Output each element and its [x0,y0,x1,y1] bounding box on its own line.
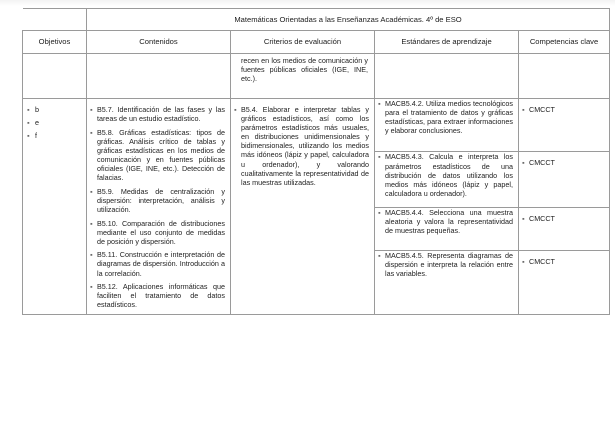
list-item [375,152,518,197]
list-item [375,251,518,278]
bullet-icon: ▪ [234,105,237,114]
list-item [375,99,518,135]
estandar-text: MACB5.4.3. Calcula e interpreta los parámetros estadísticos de una distribución de datos utilizando los medios más idóneos (lápiz y papel, calculadora u ordenador). [385,152,513,198]
objetivo-label: e [35,118,39,127]
list-item [87,250,230,277]
competencia-cell [519,250,610,314]
continuation-criterio-text: recen en los medios de comunicación y fuentes públicas oficiales (IGE, INE, etc.). [241,56,368,84]
list-item [23,131,86,144]
contenido-text: B5.9. Medidas de centralización y dispersión: interpretación, análisis y utilización. [97,186,225,214]
competencia-label: CMCCT [529,213,555,223]
continuation-criterio-cell [231,54,375,99]
estandar-text: MACB5.4.5. Representa diagramas de dispersión e interpreta la relación entre las variables. [385,250,513,279]
bullet-icon: ▪ [522,158,525,168]
bullet-icon: ▪ [90,250,93,260]
list-item [519,99,609,114]
title-row [23,9,610,31]
competencia-cell [519,207,610,250]
top-shadow [0,0,615,6]
objetivos-cell [23,99,87,315]
bullet-icon: ▪ [378,99,381,108]
header-objetivos: Objetivos [23,31,87,54]
bullet-icon: ▪ [27,118,30,127]
contenidos-cell [87,99,231,315]
bullet-icon: ▪ [90,105,93,114]
list-item [519,251,609,266]
bullet-icon: ▪ [522,105,525,114]
continuation-contenidos [87,54,231,99]
bullet-icon: ▪ [378,250,381,260]
bullet-icon: ▪ [27,105,30,114]
contenido-text: B5.10. Comparación de distribuciones mediante el uso conjunto de medidas de posición y dispersión. [97,218,225,246]
curriculum-table [22,8,610,315]
header-criterios: Criterios de evaluación [231,31,375,54]
bullet-icon: ▪ [522,256,525,266]
header-contenidos: Contenidos [87,31,231,54]
bullet-icon: ▪ [90,218,93,228]
objetivo-label: b [35,105,39,114]
estandar-cell [375,207,519,250]
contenido-text: B5.8. Gráficas estadísticas: tipos de gráficas. Análisis crítico de tablas y gráficas estadísticas en los medios de comunicación y en fuentes públicas oficiales (IGE, INE, etc.). Detección de falacias. [97,127,225,183]
bullet-icon: ▪ [27,131,30,140]
header-row [23,31,610,54]
bullet-icon: ▪ [378,207,381,217]
contenido-text: B5.11. Construcción e interpretación de diagramas de dispersión. Introducción a la correlación. [97,250,225,278]
list-item [87,128,230,183]
bullet-icon: ▪ [90,127,93,137]
continuation-competencias [519,54,610,99]
list-item [519,208,609,223]
competencia-cell [519,152,610,208]
objetivo-label: f [35,131,37,140]
continuation-row [23,54,610,99]
list-item [87,219,230,246]
competencia-label: CMCCT [529,105,555,114]
table-title: Matemáticas Orientadas a las Enseñanzas Académicas. 4º de ESO [87,9,610,31]
estandar-cell [375,99,519,152]
list-item [375,208,518,235]
list-item [87,187,230,214]
header-estandares: Estándares de aprendizaje [375,31,519,54]
bullet-icon: ▪ [90,282,93,292]
competencia-cell [519,99,610,152]
bullet-icon: ▪ [90,186,93,196]
table-row [23,99,610,152]
continuation-objetivos [23,54,87,99]
contenido-text: B5.7. Identificación de las fases y las tareas de un estudio estadístico. [97,105,225,124]
list-item [23,105,86,118]
bullet-icon: ▪ [378,152,381,162]
estandar-cell [375,250,519,314]
list-item [519,152,609,167]
list-item [231,105,374,187]
competencia-label: CMCCT [529,158,555,168]
estandar-text: MACB5.4.4. Selecciona una muestra aleatoria y valora la representatividad de muestras pequeñas. [385,207,513,236]
list-item [23,118,86,131]
contenido-text: B5.12. Aplicaciones informáticas que faciliten el tratamiento de datos estadísticos. [97,282,225,310]
estandar-cell [375,152,519,208]
header-competencias: Competencias clave [519,31,610,54]
table-title-spacer [23,9,87,31]
competencia-label: CMCCT [529,256,555,266]
list-item [87,105,230,123]
criterio-text: B5.4. Elaborar e interpretar tablas y gráficos estadísticos, así como los parámetros estadísticos más usuales, en distribuciones unidimensionales y bidimensionales, utilizando los medios más idóneos (lápiz y papel, calculadora u ordenador), y valorando cualitativamente la representatividad de las muestras utilizadas. [241,105,369,187]
list-item [87,282,230,309]
criterio-cell [231,99,375,315]
continuation-estandares [375,54,519,99]
bullet-icon: ▪ [522,213,525,223]
estandar-text: MACB5.4.2. Utiliza medios tecnológicos para el tratamiento de datos y gráficas estadísticas, para extraer informaciones y elaborar conclusiones. [385,99,513,136]
